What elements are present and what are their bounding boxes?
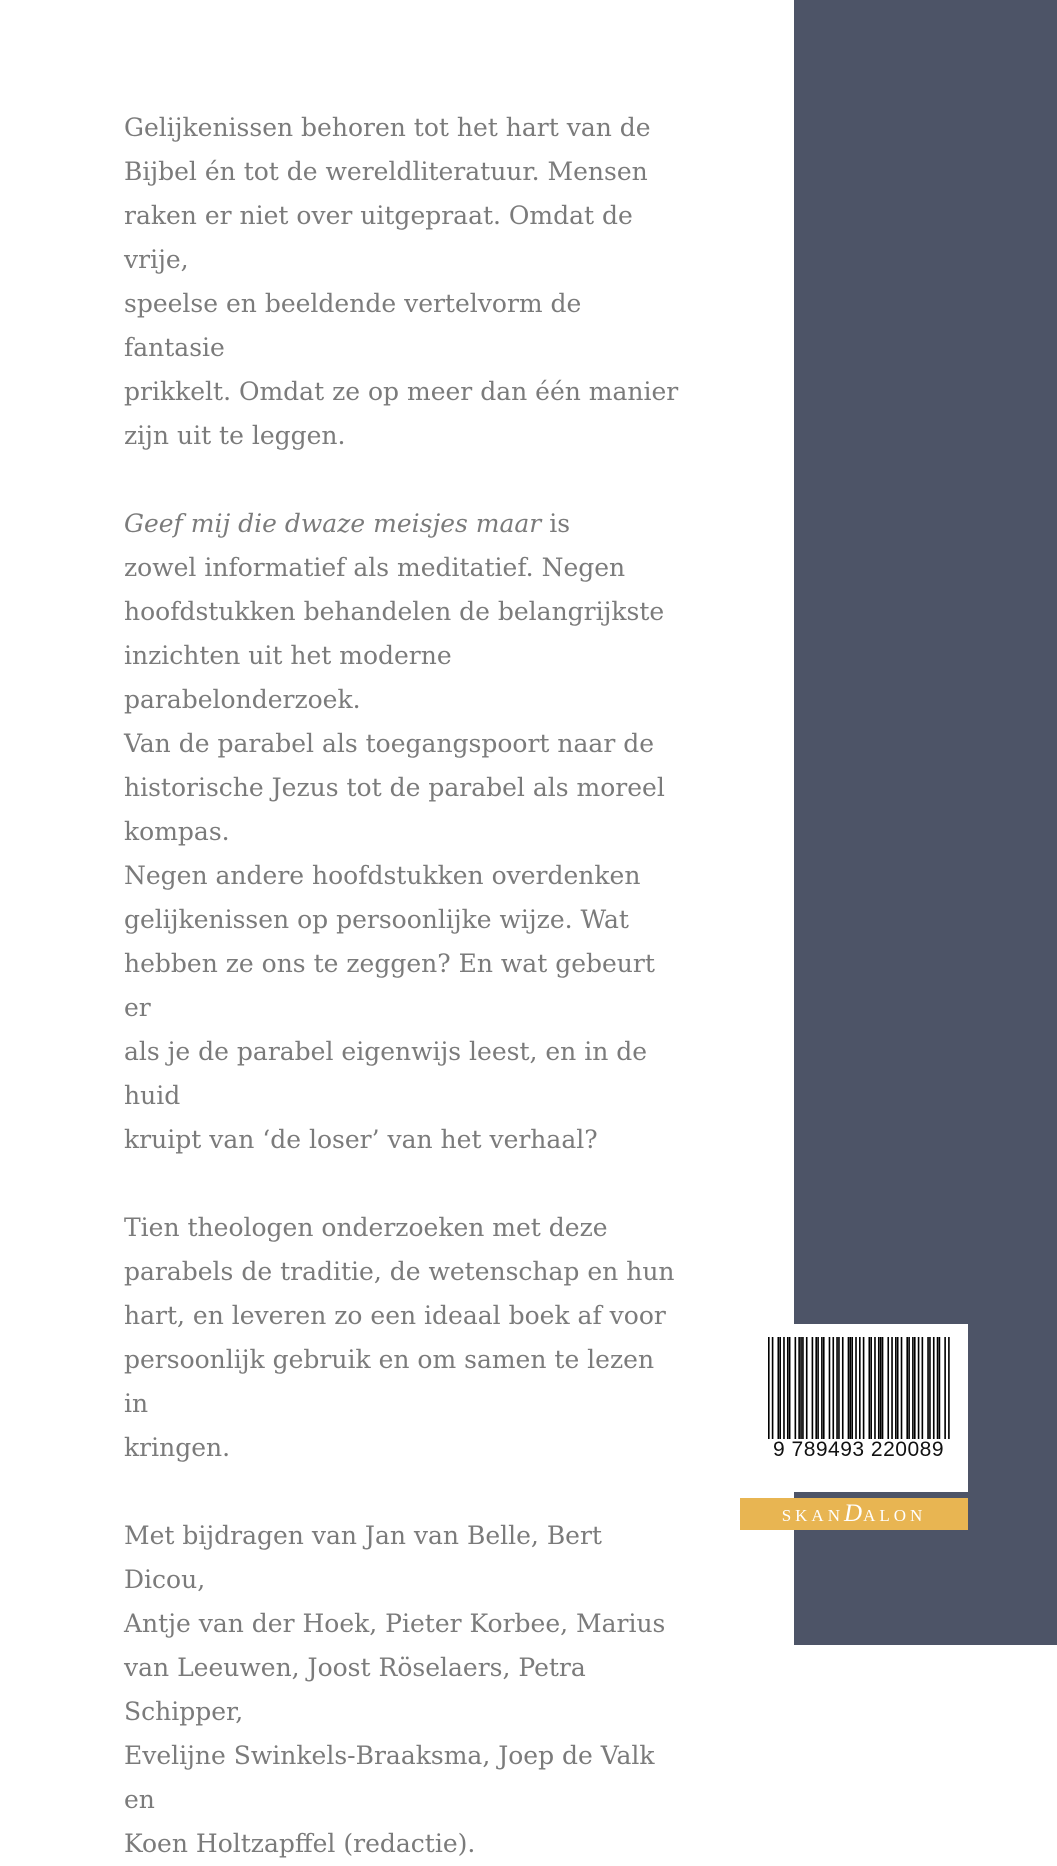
barcode-bar bbox=[777, 1337, 779, 1439]
barcode-bar bbox=[891, 1337, 893, 1439]
barcode-bar bbox=[789, 1337, 791, 1439]
barcode-bar bbox=[901, 1337, 903, 1439]
barcode-bar bbox=[939, 1337, 941, 1439]
barcode-bar bbox=[779, 1337, 781, 1439]
barcode-bar bbox=[787, 1337, 789, 1439]
barcode-bar bbox=[817, 1337, 819, 1439]
publisher-logo-part1: SKAN bbox=[781, 1506, 844, 1525]
contributors-paragraph: Met bijdragen van Jan van Belle, Bert Dicou, Antje van der Hoek, Pieter Korbee, Marius van Leeuwen, Joost Röselaers, Petra Schipper, Evelijne Swinkels-Braaksma, Joep de Valk en Koen Holtzapffel (redactie). bbox=[124, 1521, 666, 1858]
barcode-bar bbox=[850, 1337, 852, 1439]
barcode-bar bbox=[768, 1337, 770, 1439]
barcode-bar bbox=[829, 1337, 831, 1439]
publisher-logo bbox=[740, 1498, 968, 1530]
barcode-bar bbox=[798, 1337, 800, 1439]
barcode-bar bbox=[908, 1337, 910, 1439]
barcode-bar bbox=[870, 1337, 872, 1439]
title-line bbox=[124, 502, 684, 546]
barcode-bar bbox=[823, 1337, 825, 1439]
barcode-bar bbox=[802, 1337, 804, 1439]
barcode-bar bbox=[948, 1337, 950, 1439]
barcode-bar bbox=[855, 1337, 857, 1439]
barcode-bar bbox=[929, 1337, 931, 1439]
barcode-bar bbox=[933, 1337, 935, 1439]
barcode-bar bbox=[859, 1337, 861, 1439]
barcode-bar bbox=[812, 1337, 814, 1439]
barcode-bar bbox=[882, 1337, 884, 1439]
barcode-bar bbox=[842, 1337, 844, 1439]
barcode-bar bbox=[821, 1337, 823, 1439]
barcode-bar bbox=[838, 1337, 840, 1439]
back-cover-text bbox=[124, 106, 684, 1866]
barcode-bar bbox=[944, 1337, 946, 1439]
barcode-bar bbox=[874, 1337, 876, 1439]
barcode-bar bbox=[832, 1337, 834, 1439]
book-title: Geef mij die dwaze meisjes maar bbox=[124, 509, 542, 538]
intro-paragraph: Gelijkenissen behoren tot het hart van de Bijbel én tot de wereldliteratuur. Mensen raken er niet over uitgepraat. Omdat de vrije, speelse en beeldende vertelvorm de fantasie prikkelt. Omdat ze op meer dan één manier zijn uit te leggen. bbox=[124, 113, 679, 450]
barcode-bars bbox=[768, 1337, 950, 1439]
barcode-bar bbox=[795, 1337, 797, 1439]
barcode-bar bbox=[815, 1337, 817, 1439]
barcode-bar bbox=[878, 1337, 880, 1439]
barcode-bar bbox=[922, 1337, 924, 1439]
barcode-bar bbox=[914, 1337, 916, 1439]
barcode-bar bbox=[772, 1337, 774, 1439]
barcode-bar bbox=[887, 1337, 889, 1439]
barcode-bar bbox=[906, 1337, 908, 1439]
barcode-bar bbox=[927, 1337, 929, 1439]
barcode-bar bbox=[897, 1337, 899, 1439]
barcode-bar bbox=[868, 1337, 870, 1439]
barcode-bar bbox=[836, 1337, 838, 1439]
barcode-bar bbox=[851, 1337, 853, 1439]
barcode-bar bbox=[880, 1337, 882, 1439]
barcode-bar bbox=[912, 1337, 914, 1439]
publisher-logo-part3: ALON bbox=[863, 1506, 927, 1525]
barcode-bar bbox=[937, 1337, 939, 1439]
barcode-bar bbox=[800, 1337, 802, 1439]
barcode-bar bbox=[848, 1337, 850, 1439]
barcode bbox=[749, 1324, 968, 1492]
barcode-bar bbox=[918, 1337, 920, 1439]
isbn-number: 9 789493 220089 bbox=[773, 1438, 944, 1461]
title-suffix: is bbox=[541, 509, 571, 538]
theologians-paragraph: Tien theologen onderzoeken met deze parabels de traditie, de wetenschap en hun hart, en leveren zo een ideaal boek af voor persoonlijk gebruik en om samen te lezen in kringen. bbox=[124, 1213, 675, 1462]
barcode-bar bbox=[806, 1337, 808, 1439]
barcode-bar bbox=[895, 1337, 897, 1439]
publisher-logo-initial: D bbox=[844, 1500, 864, 1527]
description-paragraph: zowel informatief als meditatief. Negen hoofdstukken behandelen de belangrijkste inzichten uit het moderne parabelonderzoek. Van de parabel als toegangspoort naar de historische Jezus tot de parabel als moreel kompas. Negen andere hoofdstukken overdenken gelijkenissen op persoonlijke wijze. Wat hebben ze ons te zeggen? En wat gebeurt er als je de parabel eigenwijs leest, en in de huid kruipt van ‘de loser’ van het verhaal? bbox=[124, 553, 665, 1154]
barcode-bar bbox=[863, 1337, 865, 1439]
barcode-bar bbox=[783, 1337, 785, 1439]
